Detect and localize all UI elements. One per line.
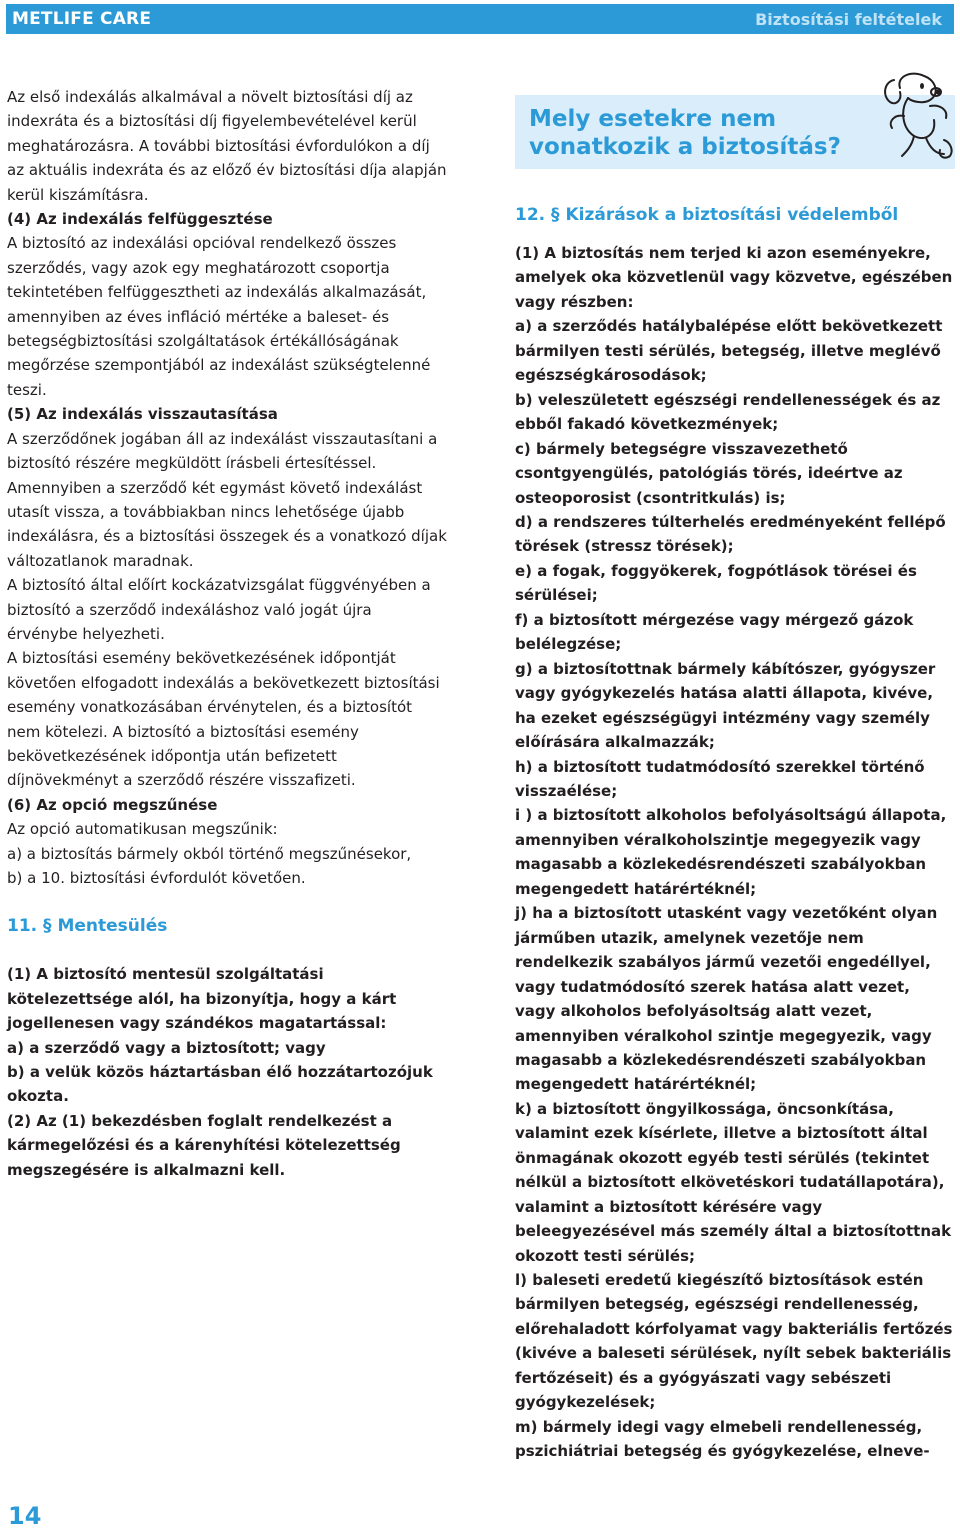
- exclusion-item: e) a fogak, foggyökerek, fogpótlások törései és sérülései;: [515, 561, 917, 605]
- exclusion-item: b) veleszületett egészségi rendellenességek és az ebből fakadó következmények;: [515, 390, 941, 434]
- heading-suspension: (4) Az indexálás felfüggesztése: [7, 210, 273, 229]
- right-column: [515, 203, 955, 1464]
- exclusion-item: m) bármely idegi vagy elmebeli rendellenesség, pszichiátriai betegség és gyógykezelése, elneve-: [515, 1417, 930, 1461]
- page-number: 14: [8, 1502, 42, 1530]
- exclusion-item: i ) a biztosított alkoholos befolyásoltságú állapota, amennyiben véralkoholszintje megegyezik vagy magasabb a közlekedésrendészeti szabályokban megengedett határértéknél;: [515, 806, 947, 898]
- exclusion-item: a) a szerződés hatálybalépése előtt bekövetkezett bármilyen testi sérülés, betegség, illetve meglévő egészségkárosodások;: [515, 317, 943, 385]
- exclusion-item: g) a biztosítottnak bármely kábítószer, gyógyszer vagy gyógykezelés hatása alatti állapota, kivéve, ha ezeket egészségügyi intézmény vagy személy előírására alkalmazzák;: [515, 659, 936, 752]
- snoopy-illustration: [878, 70, 958, 162]
- paragraph-suspension: A biztosító az indexálási opcióval rendelkező összes szerződés, vagy azok egy meghatározott csoportja tekintetében felfüggesztheti az indexálás alkalmazását, amennyiben az éves infláció mértéke a baleset- és betegségbiztosítási szolgáltatások értékállóságának megőrzése szempontjából az indexálást szükségtelenné teszi.: [7, 234, 431, 399]
- paragraph-exemption-1: (1) A biztosító mentesül szolgáltatási kötelezettsége alól, ha bizonyítja, hogy a kárt jogellenesen vagy szándékos magatartással:: [7, 965, 397, 1033]
- section-title-exclusions: 12. § Kizárások a biztosítási védelemből: [515, 205, 899, 225]
- header-bar: [6, 4, 954, 34]
- paragraph-exemption-2: (2) Az (1) bekezdésben foglalt rendelkezést a kármegelőzési és a kárenyhítési kötelezettség megszegésére is alkalmazni kell.: [7, 1111, 401, 1179]
- left-column: [7, 85, 447, 1182]
- brand-name: METLIFE CARE: [12, 9, 152, 29]
- exclusion-item: j) ha a biztosított utasként vagy vezetőként olyan járműben utazik, amelynek vezetője nem rendelkezik szabályos jármű vezetői engedéllyel, vagy tudatmódosító szerek hatása alatt vezet, vagy alkoholos befolyásoltság alatt vezet, amennyiben véralkohol szintje megegyezik, vagy magasabb a közlekedésrendészeti szabályokban megengedett határértéknél;: [515, 904, 938, 1094]
- document-section-title: Biztosítási feltételek: [755, 10, 942, 29]
- list-item-exemption-a: a) a szerződő vagy a biztosított; vagy: [7, 1038, 326, 1057]
- heading-rejection: (5) Az indexálás visszautasítása: [7, 405, 278, 424]
- heading-option-termination: (6) Az opció megszűnése: [7, 795, 218, 814]
- paragraph-rejection-1: A szerződőnek jogában áll az indexálást visszautasítani a biztosító részére megküldött írásbeli értesítéssel.: [7, 429, 438, 473]
- exclusion-item: f) a biztosított mérgezése vagy mérgező gázok belélegzése;: [515, 610, 914, 654]
- exclusion-item: d) a rendszeres túlterhelés eredményeként fellépő törések (stressz törések);: [515, 512, 946, 556]
- paragraph-rejection-3: A biztosító által előírt kockázatvizsgálat függvényében a biztosító a szerződő indexáláshoz való jogát újra érvénybe helyezheti.: [7, 576, 431, 643]
- list-item-exemption-b: b) a velük közös háztartásban élő hozzátartozójuk okozta.: [7, 1063, 433, 1106]
- exclusion-item: k) a biztosított öngyilkossága, öncsonkítása, valamint ezek kísérlete, illetve a biztosított által önmagának okozott egyéb testi sérülés (tekintet nélkül a biztosított elkövetéskori tudatállapotára), valamint a biztosított kérésére vagy beleegyezésével más személy által a biztosítottnak okozott testi sérülés;: [515, 1099, 952, 1265]
- exclusion-item: h) a biztosított tudatmódosító szerekkel történő visszaélése;: [515, 757, 925, 800]
- list-item-termination-a: a) a biztosítás bármely okból történő megszűnésekor,: [7, 844, 412, 863]
- section-title-exemption: 11. § Mentesülés: [7, 916, 168, 937]
- paragraph-rejection-4: A biztosítási esemény bekövetkezésének időpontját követően elfogadott indexálás a bekövetkezett biztosítási esemény vonatkozásában érvénytelen, és a biztosítót nem kötelezi. A biztosító a biztosítási esemény bekövetkezésének időpontja után befizetett díjnövekményt a szerződő részére visszafizeti.: [7, 649, 440, 790]
- paragraph-rejection-2: Amennyiben a szerződő két egymást követő indexálást utasít vissza, a továbbiakban nincs lehetősége újabb indexálásra, és a biztosítási összegek és a vonatkozó díjak változatlanok maradnak.: [7, 478, 447, 570]
- list-item-termination-b: b) a 10. biztosítási évfordulót követően.: [7, 869, 306, 887]
- exclusion-item: c) bármely betegségre visszavezethető csontgyengülés, patológiás törés, ideértve az osteoporosist (csontritkulás) is;: [515, 439, 903, 507]
- paragraph-indexation-intro: Az első indexálás alkalmával a növelt biztosítási díj az indexráta és a biztosítási díj figyelembevételével kerül meghatározásra. A további biztosítási évfordulókon a díj az aktuális indexráta és az előző év biztosítási díja alapján kerül kiszámításra.: [7, 88, 447, 204]
- banner-title: Mely esetekre nem vonatkozik a biztosítás?: [529, 106, 841, 160]
- exclusions-intro: (1) A biztosítás nem terjed ki azon eseményekre, amelyek oka közvetlenül vagy közvetve, egészében vagy részben:: [515, 244, 953, 311]
- exclusion-item: l) baleseti eredetű kiegészítő biztosítások estén bármilyen betegség, egészségi rendellenesség, előrehaladott kórfolyamat vagy bakteriális fertőzés (kivéve a baleseti sérülések, nyílt sebek bakteriális fertőzéseit) és a gyógyászati vagy sebészeti gyógykezelések;: [515, 1271, 953, 1412]
- paragraph-option-termination: Az opció automatikusan megszűnik:: [7, 820, 278, 839]
